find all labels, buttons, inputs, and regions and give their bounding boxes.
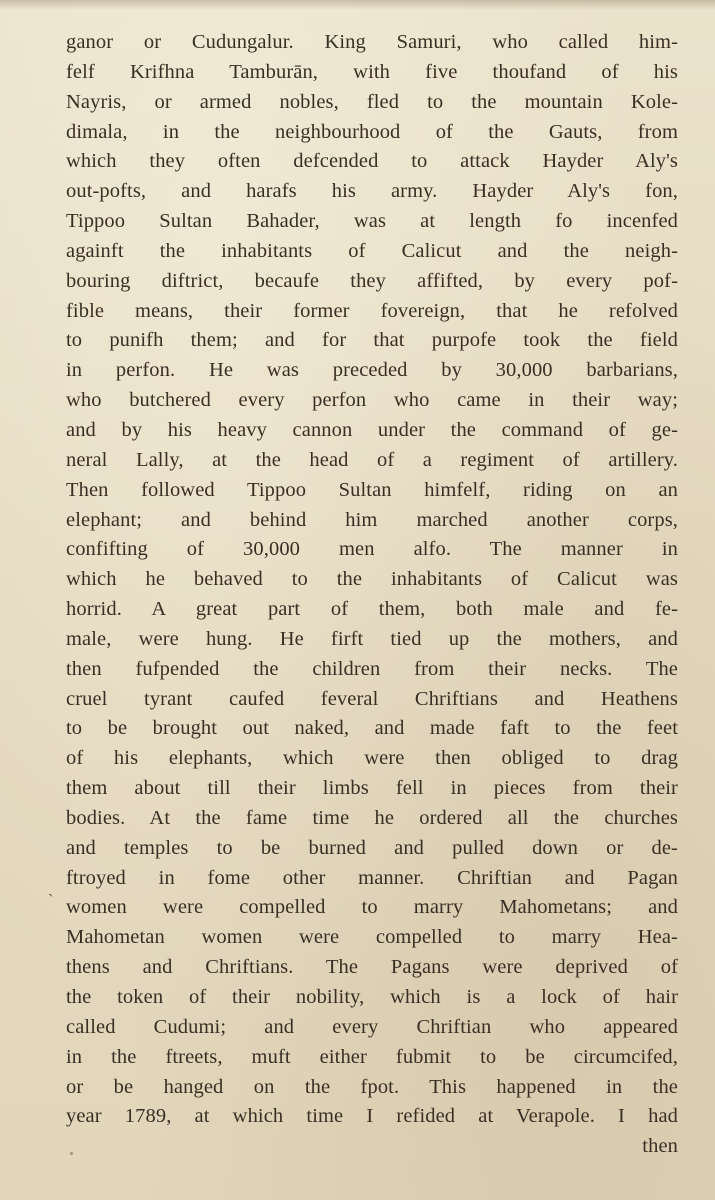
text-line: or be hanged on the fpot. This happened in the <box>66 1075 678 1098</box>
text-line: who butchered every perfon who came in their way; <box>66 389 678 412</box>
text-line: year 1789, at which time I refided at Verapole. I had <box>66 1105 678 1128</box>
margin-mark: ˎ <box>48 880 54 897</box>
text-line: women were compelled to marry Mahometans; and <box>66 896 678 919</box>
text-line: elephant; and behind him marched another corps, <box>66 508 678 531</box>
text-line: neral Lally, at the head of a regiment of artillery. <box>66 448 678 471</box>
text-line: male, were hung. He firft tied up the mothers, and <box>66 627 678 650</box>
text-line: which they often defcended to attack Hayder Aly's <box>66 150 678 173</box>
text-line: bouring diftrict, becaufe they affifted, by every pof- <box>66 269 678 292</box>
text-line: to punifh them; and for that purpofe took the field <box>66 329 678 352</box>
text-line: then fufpended the children from their necks. The <box>66 657 678 680</box>
text-line: againft the inhabitants of Calicut and the neigh- <box>66 239 678 262</box>
text-line: out-pofts, and harafs his army. Hayder Aly's fon, <box>66 180 678 203</box>
text-line: Tippoo Sultan Bahader, was at length fo incenfed <box>66 210 678 233</box>
text-line: ftroyed in fome other manner. Chriftian and Pagan <box>66 866 678 889</box>
text-line: horrid. A great part of them, both male and fe- <box>66 598 678 621</box>
text-line: them about till their limbs fell in pieces from their <box>66 777 678 800</box>
text-line: in perfon. He was preceded by 30,000 barbarians, <box>66 359 678 382</box>
text-line: and by his heavy cannon under the command of ge- <box>66 418 678 441</box>
text-line: Nayris, or armed nobles, fled to the mountain Kole- <box>66 90 678 113</box>
page-top-shadow <box>0 0 715 10</box>
text-line: of his elephants, which were then obliged to drag <box>66 747 678 770</box>
text-line: to be brought out naked, and made faft to the feet <box>66 717 678 740</box>
text-line: fible means, their former fovereign, that he refolved <box>66 299 678 322</box>
text-line: Mahometan women were compelled to marry Hea- <box>66 926 678 949</box>
catchword: then <box>642 1135 678 1158</box>
text-line: thens and Chriftians. The Pagans were deprived of <box>66 956 678 979</box>
text-line: the token of their nobility, which is a lock of hair <box>66 986 678 1008</box>
text-line: and temples to be burned and pulled down or de- <box>66 836 678 859</box>
text-line: Then followed Tippoo Sultan himfelf, riding on an <box>66 478 678 501</box>
text-line: called Cudumi; and every Chriftian who appeared <box>66 1015 678 1038</box>
text-line: ganor or Cudungalur. King Samuri, who called him- <box>66 31 678 53</box>
body-text <box>66 28 678 1162</box>
text-line: cruel tyrant caufed feveral Chriftians and Heathens <box>66 687 678 710</box>
text-line: felf Krifhna Tamburān, with five thoufand of his <box>66 60 678 83</box>
text-line: bodies. At the fame time he ordered all the churches <box>66 806 678 829</box>
ink-speck <box>70 1152 73 1155</box>
text-line: confifting of 30,000 men alfo. The manner in <box>66 538 678 561</box>
text-line: dimala, in the neighbourhood of the Gauts, from <box>66 120 678 143</box>
text-line: in the ftreets, muft either fubmit to be circumcifed, <box>66 1045 678 1068</box>
text-line: which he behaved to the inhabitants of Calicut was <box>66 568 678 591</box>
